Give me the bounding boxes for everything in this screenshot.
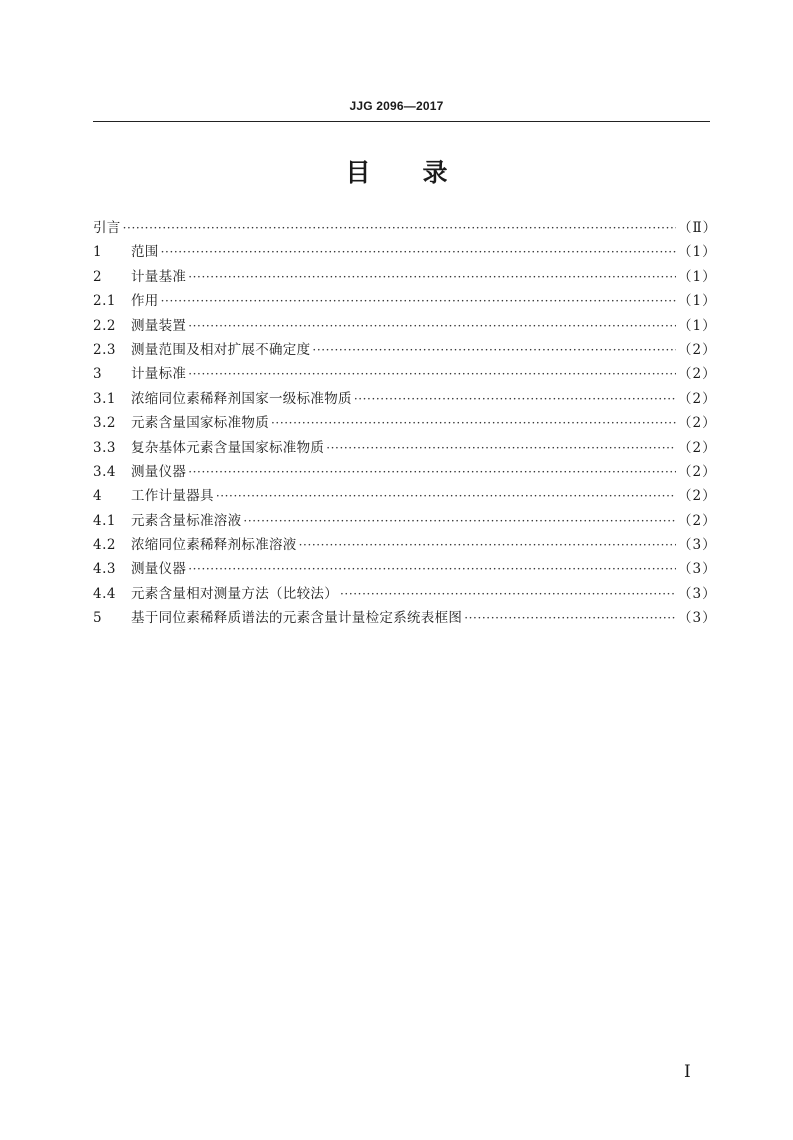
toc-entry-5[interactable] <box>93 606 717 630</box>
toc-entry-title: 基于同位素稀释质谱法的元素含量计量检定系统表框图 <box>131 610 463 627</box>
toc-entry-page: （2） <box>678 439 717 456</box>
toc-entry-number: 3.3 <box>93 439 116 456</box>
toc-entry-4-1[interactable] <box>93 509 717 533</box>
toc-entry-number: 2 <box>93 268 103 285</box>
toc-dot-leader <box>188 362 676 386</box>
standard-code-header: JJG 2096—2017 <box>349 99 444 113</box>
toc-entry-title: 引言 <box>93 220 121 236</box>
toc-entry-preface[interactable] <box>93 216 718 240</box>
toc-entry-page: （Ⅱ） <box>678 220 718 236</box>
toc-dot-leader <box>464 606 676 630</box>
toc-entry-page: （3） <box>678 585 717 602</box>
toc-entry-page: （1） <box>678 293 717 310</box>
toc-entry-title: 计量基准 <box>131 268 187 285</box>
toc-dot-leader <box>188 265 676 289</box>
page-title-char-1: 目 <box>345 158 371 187</box>
toc-entry-4[interactable] <box>93 484 717 508</box>
toc-entry-title: 复杂基体元素含量国家标准物质 <box>131 439 325 456</box>
toc-entry-number: 4.4 <box>93 585 116 602</box>
toc-entry-3-2[interactable] <box>93 411 717 435</box>
toc-entry-page: （1） <box>678 244 717 261</box>
toc-entry-title: 元素含量标准溶液 <box>131 512 242 529</box>
header-rule <box>93 121 710 122</box>
toc-entry-number: 4.2 <box>93 537 116 554</box>
toc-entry-number: 3.1 <box>93 390 116 407</box>
toc-entry-page: （3） <box>678 561 717 578</box>
toc-entry-number: 4.3 <box>93 561 116 578</box>
page-title-char-2: 录 <box>422 158 448 187</box>
toc-entry-page: （3） <box>678 537 717 554</box>
toc-entry-2-2[interactable] <box>93 314 717 338</box>
toc-entry-4-4[interactable] <box>93 582 717 606</box>
toc-entry-title: 测量仪器 <box>131 463 187 480</box>
toc-entry-number: 1 <box>93 244 103 261</box>
toc-entry-page: （2） <box>678 366 717 383</box>
toc-entry-number: 4 <box>93 488 103 505</box>
toc-dot-leader <box>271 411 676 435</box>
toc-entry-4-3[interactable] <box>93 557 717 581</box>
toc-dot-leader <box>354 387 676 411</box>
toc-entry-number: 5 <box>93 610 103 627</box>
toc-entry-2-3[interactable] <box>93 338 717 362</box>
toc-entry-page: （1） <box>678 268 717 285</box>
toc-entry-title: 测量装置 <box>131 317 187 334</box>
toc-entry-2[interactable] <box>93 265 717 289</box>
toc-entry-page: （2） <box>678 415 717 432</box>
toc-dot-leader <box>188 557 676 581</box>
toc-entry-number: 2.3 <box>93 341 116 358</box>
toc-entry-title: 浓缩同位素稀释剂国家一级标准物质 <box>131 390 352 407</box>
toc-entry-page: （3） <box>678 610 717 627</box>
toc-entry-title: 工作计量器具 <box>131 488 214 505</box>
toc-dot-leader <box>299 533 676 557</box>
toc-entry-3-3[interactable] <box>93 436 717 460</box>
page-number: I <box>684 1062 691 1082</box>
table-of-contents <box>93 216 718 631</box>
page-title <box>0 156 793 190</box>
toc-dot-leader <box>161 289 676 313</box>
toc-entry-title: 作用 <box>131 293 159 310</box>
toc-dot-leader <box>216 484 676 508</box>
toc-entry-page: （2） <box>678 341 717 358</box>
toc-dot-leader <box>161 240 676 264</box>
toc-entry-page: （2） <box>678 512 717 529</box>
toc-dot-leader <box>188 460 676 484</box>
toc-dot-leader <box>243 509 676 533</box>
toc-entry-page: （2） <box>678 390 717 407</box>
toc-entry-3[interactable] <box>93 362 717 386</box>
toc-entry-1[interactable] <box>93 240 717 264</box>
toc-entry-4-2[interactable] <box>93 533 717 557</box>
toc-entry-number: 3.2 <box>93 415 116 432</box>
toc-dot-leader <box>312 338 676 362</box>
toc-entry-title: 浓缩同位素稀释剂标准溶液 <box>131 537 297 554</box>
toc-dot-leader <box>326 436 676 460</box>
toc-entry-title: 计量标准 <box>131 366 187 383</box>
toc-entry-number: 4.1 <box>93 512 116 529</box>
toc-entry-title: 测量范围及相对扩展不确定度 <box>131 341 311 358</box>
toc-entry-number: 2.1 <box>93 293 116 310</box>
toc-entry-3-4[interactable] <box>93 460 717 484</box>
toc-entry-3-1[interactable] <box>93 387 717 411</box>
toc-entry-title: 元素含量国家标准物质 <box>131 415 269 432</box>
toc-entry-title: 范围 <box>131 244 159 261</box>
toc-entry-page: （2） <box>678 463 717 480</box>
toc-entry-page: （1） <box>678 317 717 334</box>
toc-dot-leader <box>188 314 676 338</box>
toc-entry-number: 3.4 <box>93 463 116 480</box>
toc-dot-leader <box>340 582 676 606</box>
toc-entry-2-1[interactable] <box>93 289 717 313</box>
toc-entry-number: 2.2 <box>93 317 116 334</box>
toc-entry-title: 元素含量相对测量方法（比较法） <box>131 585 338 602</box>
toc-entry-title: 测量仪器 <box>131 561 187 578</box>
toc-entry-number: 3 <box>93 366 103 383</box>
toc-dot-leader <box>123 216 676 240</box>
toc-entry-page: （2） <box>678 488 717 505</box>
